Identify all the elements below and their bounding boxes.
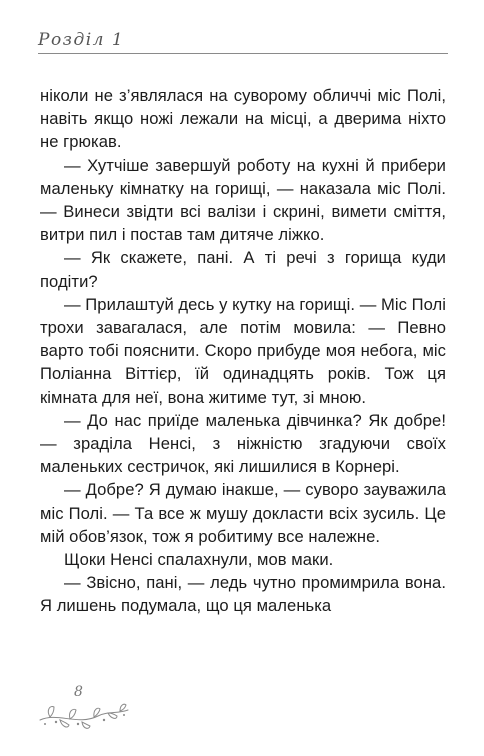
chapter-title: Розділ 1 bbox=[38, 30, 125, 50]
page-footer bbox=[36, 684, 136, 734]
paragraph-continuation: ніколи не з’являлася на суворому обличчі міс Полі, навіть якщо ножі лежали на місці, а дверима ніхто не грюкав. bbox=[40, 86, 446, 152]
body-text bbox=[40, 84, 446, 618]
page-number: 8 bbox=[74, 684, 83, 700]
paragraph: — Добре? Я думаю інакше, — суворо зауважила міс Полі. — Та все ж мушу докласти всіх зусиль. Це мій обов’язок, тож я робитиму все належне. bbox=[40, 480, 446, 546]
floral-ornament-icon bbox=[36, 698, 132, 732]
page-header bbox=[38, 24, 448, 54]
paragraph: Щоки Ненсі спалахнули, мов маки. bbox=[64, 550, 334, 570]
paragraph: — Прилаштуй десь у кутку на горищі. — Міс Полі трохи завагалася, але потім мовила: — Певно варто тобі пояснити. Скоро прибуде моя небога, міс Поліанна Віттієр, їй одинадцять років. Тож ця кімната для неї, вона житиме тут, зі мною. bbox=[40, 294, 446, 407]
paragraph: — Хутчіше завершуй роботу на кухні й прибери маленьку кімнатку на горищі, — наказала міс Полі. — Винеси звідти всі валізи і скрині, вимети сміття, витри пил і постав там дитяче ліжко. bbox=[40, 155, 446, 245]
paragraph: — Як скажете, пані. А ті речі з горища куди подіти? bbox=[40, 248, 446, 291]
header-rule bbox=[38, 53, 448, 54]
paragraph: — Звісно, пані, — ледь чутно промимрила вона. Я лишень подумала, що ця маленька bbox=[40, 573, 446, 616]
paragraph: — До нас приїде маленька дівчинка? Як добре! — зраділа Ненсі, з ніжністю згадуючи своїх маленьких сестричок, які лишилися в Корнері. bbox=[40, 410, 446, 477]
